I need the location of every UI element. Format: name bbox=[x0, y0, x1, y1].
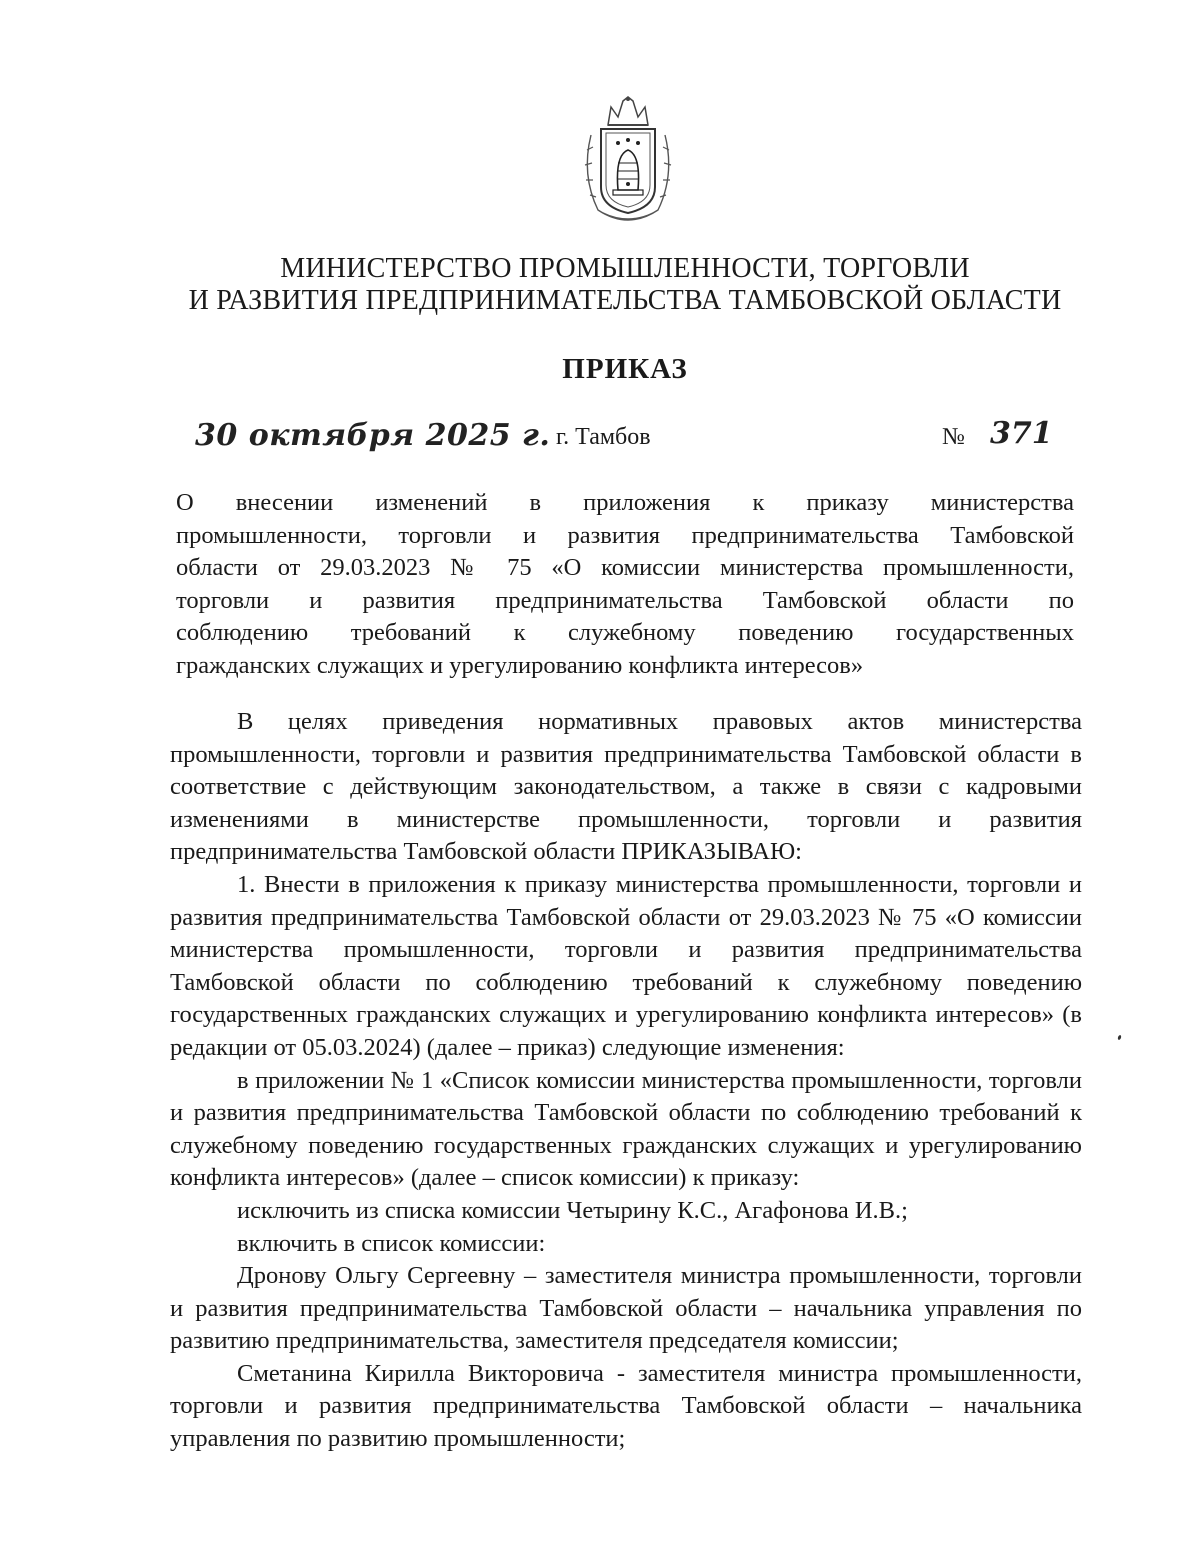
tambov-coat-of-arms-icon bbox=[573, 95, 683, 225]
organization-name-line-2: И РАЗВИТИЯ ПРЕДПРИНИМАТЕЛЬСТВА ТАМБОВСКОЙ ОБЛАСТИ bbox=[188, 285, 1062, 316]
handwritten-date: 30 октября 2025 г. bbox=[195, 418, 551, 453]
document-title: ПРИКАЗ bbox=[562, 353, 688, 385]
subject-block bbox=[176, 487, 1074, 683]
city-label: г. Тамбов bbox=[556, 424, 651, 450]
subject-line: соблюдению требований к служебному поведению государственных bbox=[176, 619, 1074, 647]
number-label: № bbox=[942, 424, 965, 450]
subject-line: области от 29.03.2023 № 75 «О комиссии министерства промышленности, bbox=[176, 554, 1074, 582]
item-paragraph: 1. Внести в приложения к приказу министерства промышленности, торговли и развития предпринимательства Тамбовской области от 29.03.2023 № 75 «О комиссии министерства промышленности, торговли и развития предпринимательства Тамбовской области по соблюдению требований к служебному поведению государственных гражданских служащих и урегулированию конфликта интересов» (в редакции от 05.03.2024) (далее – приказ) следующие изменения: bbox=[170, 870, 1082, 1061]
item-paragraph: в приложении № 1 «Список комиссии министерства промышленности, торговли и развития предпринимательства Тамбовской области по соблюдению требований к служебному поведению государственных гражданских служащих и урегулированию конфликта интересов» (далее – список комиссии) к приказу: bbox=[170, 1066, 1082, 1192]
item-paragraph: Дронову Ольгу Сергеевну – заместителя министра промышленности, торговли и развития предпринимательства Тамбовской области – начальника управления по развитию предпринимательства, заместителя председателя комиссии; bbox=[170, 1262, 1082, 1355]
handwritten-number: 371 bbox=[990, 416, 1053, 451]
order-body bbox=[170, 706, 1082, 1456]
item-paragraph: включить в список комиссии: bbox=[237, 1229, 546, 1257]
scan-speck bbox=[1117, 1035, 1122, 1041]
item-paragraph: Сметанина Кирилла Викторовича - заместителя министра промышленности, торговли и развития предпринимательства Тамбовской области – начальника управления по развитию промышленности; bbox=[170, 1359, 1082, 1453]
subject-line: гражданских служащих и урегулированию конфликта интересов» bbox=[176, 651, 864, 679]
organization-name-line-1: МИНИСТЕРСТВО ПРОМЫШЛЕННОСТИ, ТОРГОВЛИ bbox=[280, 253, 970, 284]
subject-line: О внесении изменений в приложения к приказу министерства bbox=[176, 489, 1074, 516]
preamble-paragraph: В целях приведения нормативных правовых актов министерства промышленности, торговли и развития предпринимательства Тамбовской области в соответствие с действующим законодательством, а также в связи с кадровыми изменениями в министерстве промышленности, торговли и развития предпринимательства Тамбовской области ПРИКАЗЫВАЮ: bbox=[170, 708, 1082, 866]
subject-line: торговли и развития предпринимательства Тамбовской области по bbox=[176, 586, 1074, 614]
subject-line: промышленности, торговли и развития предпринимательства Тамбовской bbox=[176, 521, 1074, 549]
item-paragraph: исключить из списка комиссии Четырину К.С., Агафонова И.В.; bbox=[237, 1196, 908, 1224]
